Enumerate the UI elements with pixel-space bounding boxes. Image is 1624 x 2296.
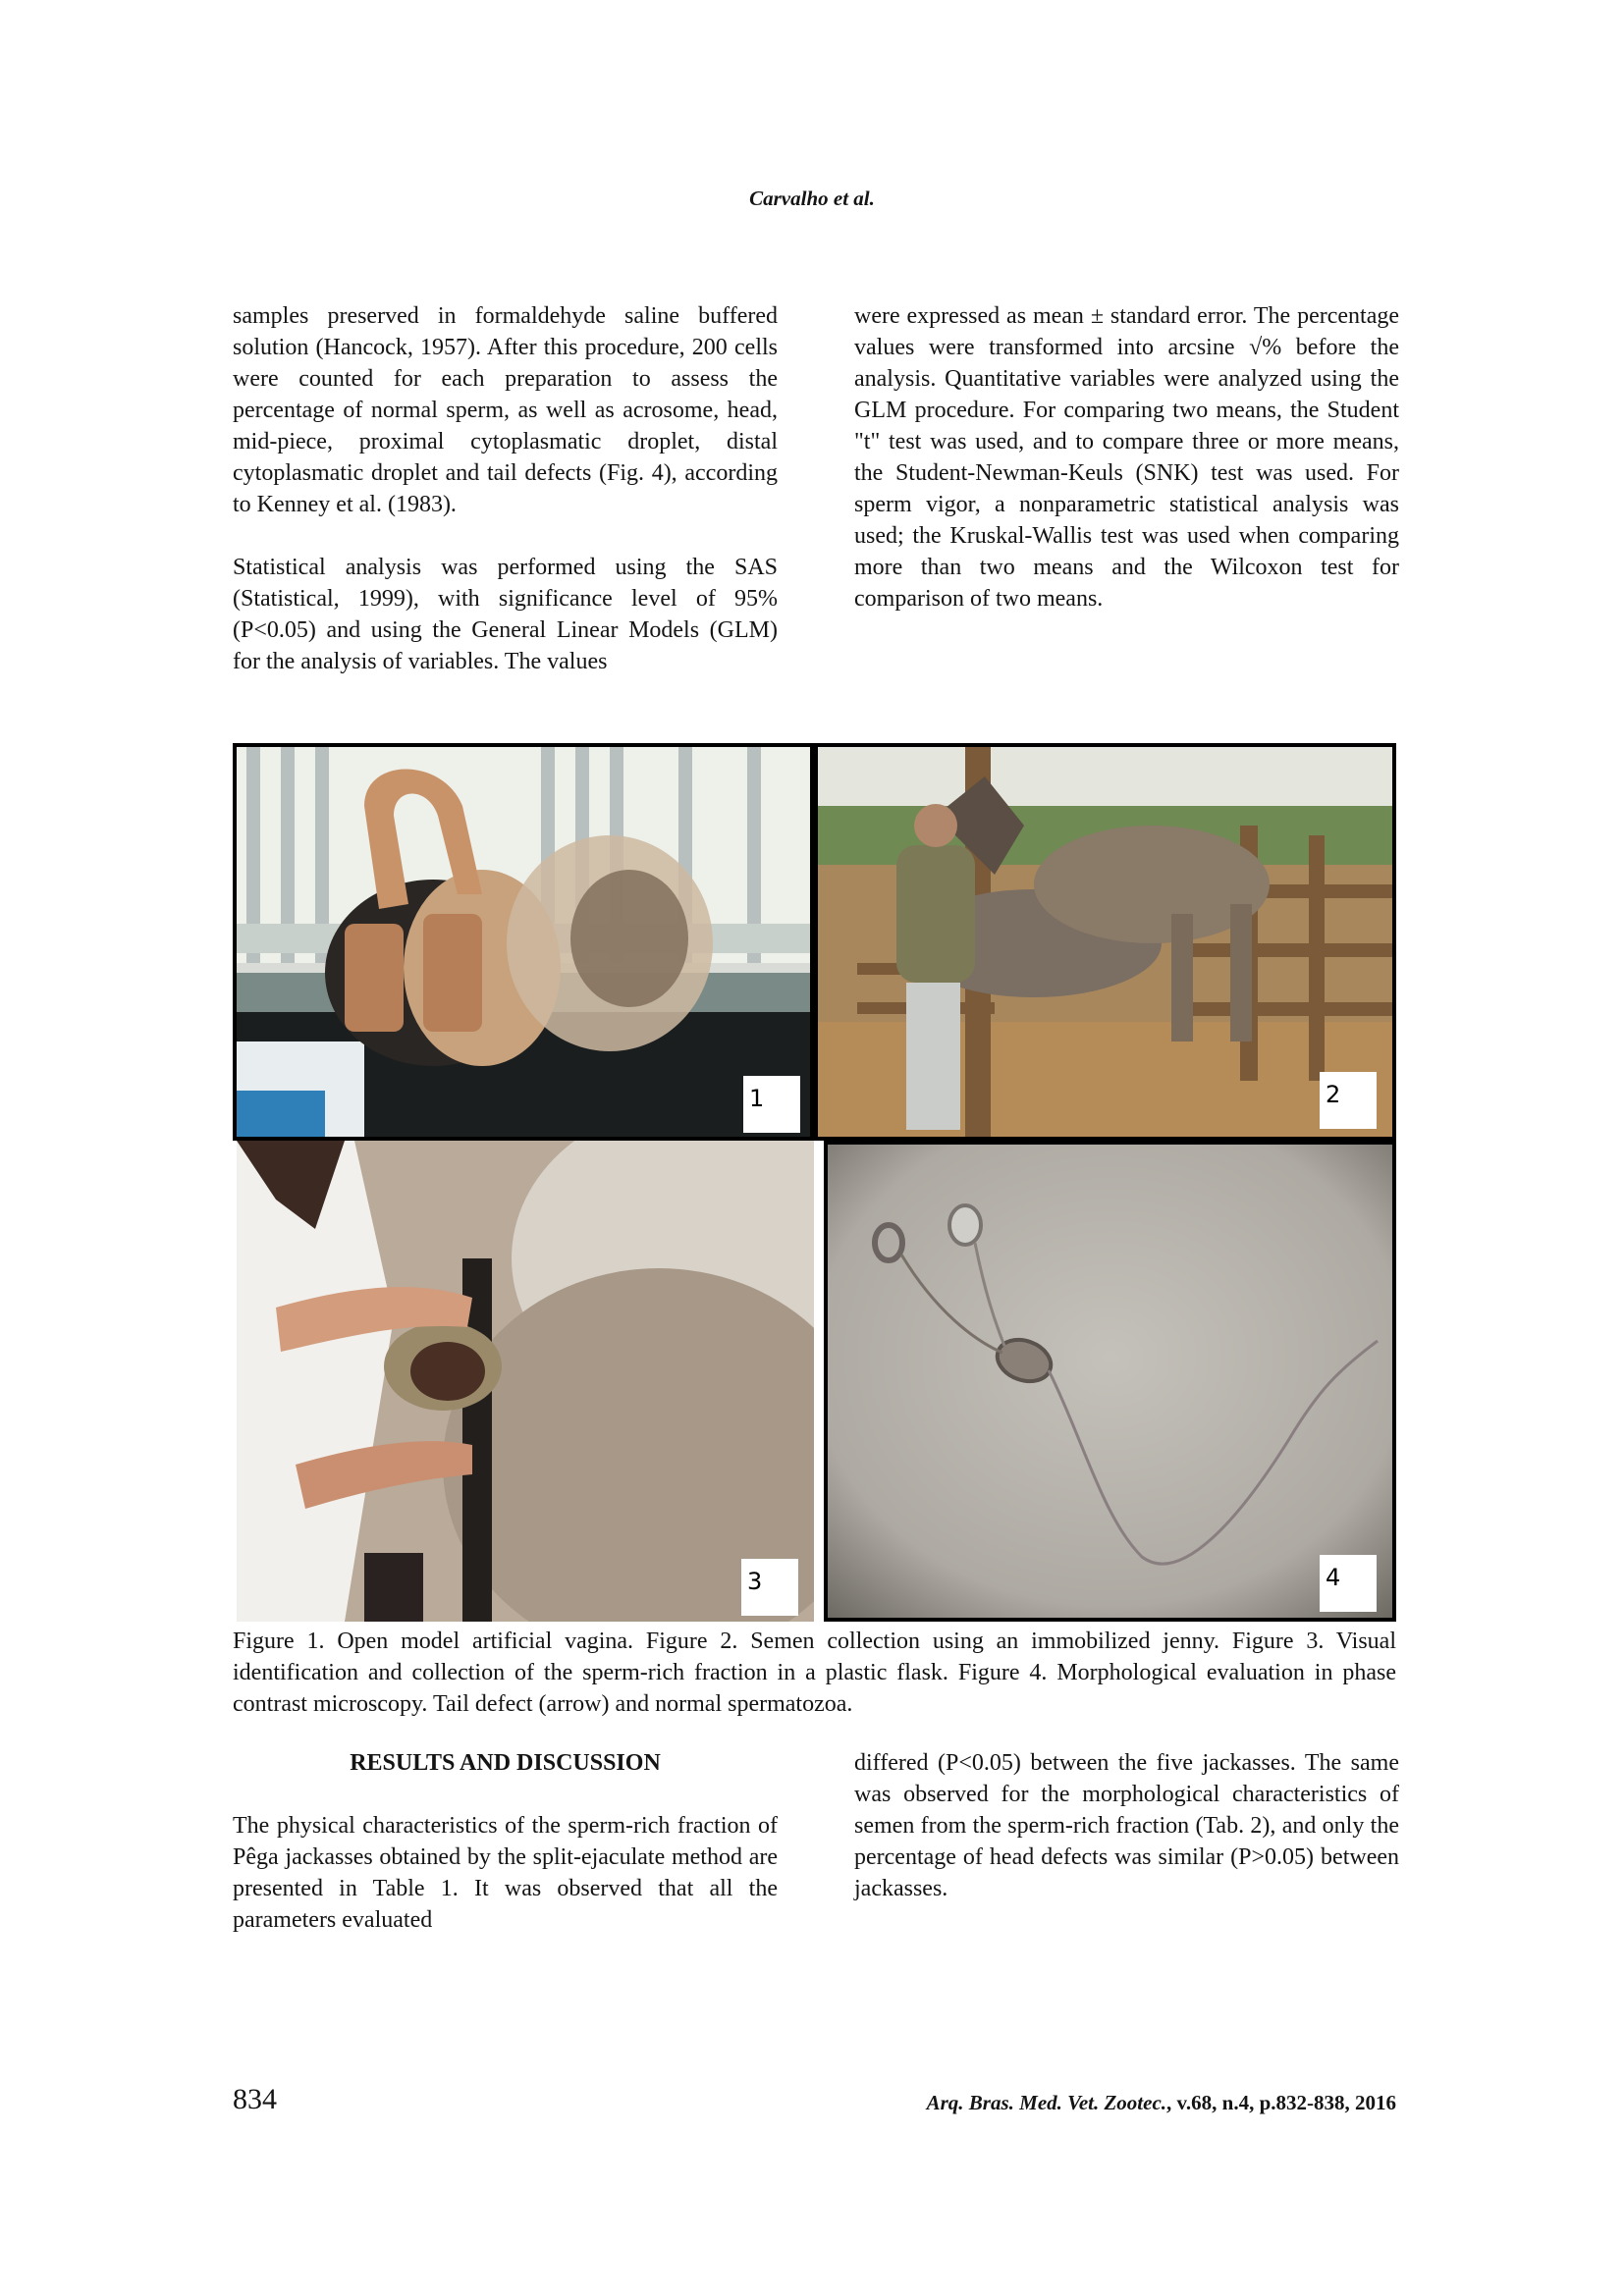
column-top-left	[233, 300, 778, 677]
sperm-rich-fraction-photo	[237, 1141, 814, 1622]
column-bottom-left	[233, 1747, 778, 1936]
figure-panel-2-semen-collection	[814, 743, 1396, 1141]
paragraph-statistics-text: Statistical analysis was performed using the SAS (Statistical, 1999), with significance level of 95% (P<0.05) and using the General Linear Models (GLM) for the analysis of variables. The values	[233, 555, 778, 674]
figure-panel-1-artificial-vagina	[233, 743, 814, 1141]
paragraph-results-text: The physical characteristics of the sperm-rich fraction of Pêga jackasses obtained by the split-ejaculate method are presented in Table 1. It was observed that all the parameters evaluated	[233, 1813, 778, 1933]
page-number: 834	[233, 2083, 277, 2115]
paragraph-results	[233, 1810, 778, 1936]
panel-label-1: 1	[743, 1076, 800, 1133]
artificial-vagina-photo	[237, 747, 810, 1137]
column-top-right	[854, 300, 1399, 614]
journal-reference	[927, 2091, 1396, 2115]
figure-grid	[233, 743, 1396, 1622]
panel-label-4: 4	[1320, 1555, 1377, 1612]
figure-caption: Figure 1. Open model artificial vagina. Figure 2. Semen collection using an immobilized jenny. Figure 3. Visual identification and collection of the sperm-rich fraction in a plastic flask. Figure 4. Morphological evaluation in phase contrast microscopy. Tail defect (arrow) and normal spermatozoa.	[233, 1629, 1396, 1717]
paragraph-methods-text: samples preserved in formaldehyde saline buffered solution (Hancock, 1957). After this procedure, 200 cells were counted for each preparation to assess the percentage of normal sperm, as well as acrosome, head, mid-piece, proximal cytoplasmatic droplet, distal cytoplasmatic droplet and tail defects (Fig. 4), according to Kenney et al. (1983).	[233, 303, 778, 517]
journal-name: Arq. Bras. Med. Vet. Zootec.	[926, 2091, 1167, 2114]
paragraph-results-continued-text: differed (P<0.05) between the five jackasses. The same was observed for the morphological characteristics of semen from the sperm-rich fraction (Tab. 2), and only the percentage of head defects was similar (P>0.05) between jackasses.	[854, 1750, 1399, 1901]
paragraph-statistics	[233, 552, 778, 677]
microscopy-photo	[828, 1145, 1392, 1618]
paragraph-statistics-continued	[854, 300, 1399, 614]
panel-label-3: 3	[741, 1559, 798, 1616]
section-heading-results: RESULTS AND DISCUSSION	[350, 1750, 661, 1776]
journal-details: , v.68, n.4, p.832-838, 2016	[1166, 2091, 1396, 2114]
column-bottom-right	[854, 1747, 1399, 1904]
figure-panel-3-sperm-rich-fraction	[237, 1141, 814, 1622]
figure-panel-4-microscopy	[824, 1141, 1396, 1622]
paragraph-statistics-continued-text: were expressed as mean ± standard error. The percentage values were transformed into arcsine √% before the analysis. Quantitative variables were analyzed using the GLM procedure. For comparing two means, the Student "t" test was used, and to compare three or more means, the Student-Newman-Keuls (SNK) test was used. For sperm vigor, a nonparametric statistical analysis was used; the Kruskal-Wallis test was used when comparing more than two means and the Wilcoxon test for comparison of two means.	[854, 303, 1399, 612]
semen-collection-photo	[818, 747, 1392, 1137]
paragraph-results-continued	[854, 1747, 1399, 1904]
running-head: Carvalho et al.	[749, 187, 875, 210]
panel-label-2: 2	[1320, 1072, 1377, 1129]
paragraph-methods	[233, 300, 778, 520]
